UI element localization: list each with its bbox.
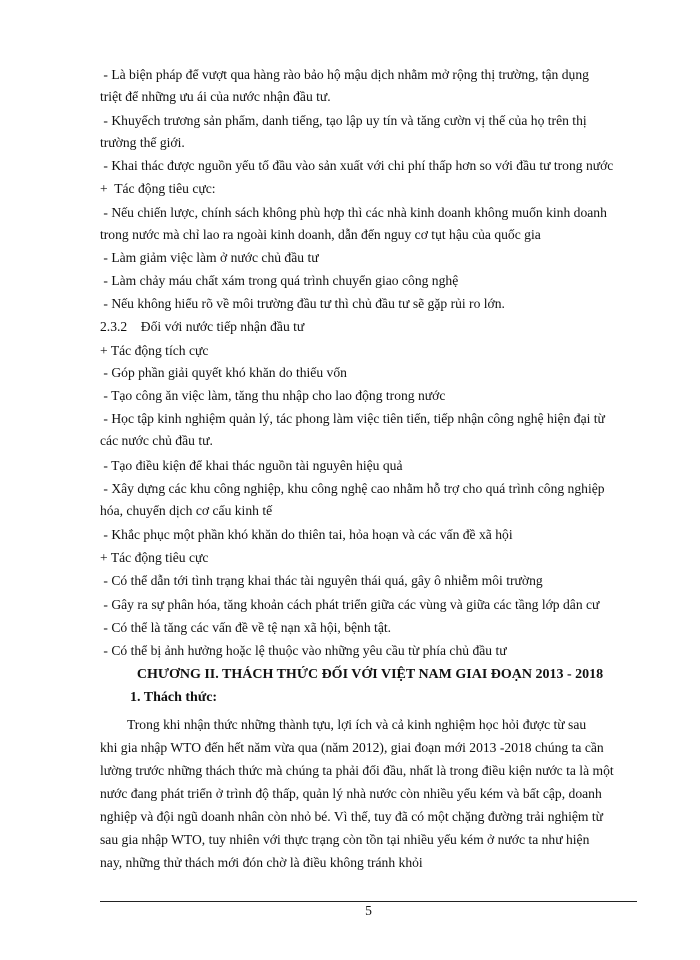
- text-line: hóa, chuyển dịch cơ cấu kinh tế: [100, 503, 273, 518]
- text-line: - Góp phần giải quyết khó khăn do thiếu vốn: [100, 365, 347, 380]
- text-line: - Khai thác được nguồn yếu tố đầu vào sản xuất với chi phí thấp hơn so với đầu tư trong nước: [100, 158, 614, 173]
- page-number: 5: [365, 903, 372, 918]
- paragraph-line: Trong khi nhận thức những thành tựu, lợi ích và cả kinh nghiệm học hỏi được từ sau: [100, 717, 587, 732]
- text-line: + Tác động tích cực: [100, 343, 209, 358]
- text-line: trường thế giới.: [100, 135, 185, 150]
- text-line: trong nước mà chỉ lao ra ngoài kinh doanh, dẫn đến nguy cơ tụt hậu của quốc gia: [100, 227, 541, 242]
- text-line: - Tạo công ăn việc làm, tăng thu nhập cho lao động trong nước: [100, 388, 446, 403]
- text-line: - Khắc phục một phần khó khăn do thiên tai, hỏa hoạn và các vấn đề xã hội: [100, 527, 513, 542]
- chapter-title: CHƯƠNG II. THÁCH THỨC ĐỐI VỚI VIỆT NAM GIAI ĐOẠN 2013 - 2018: [136, 667, 604, 682]
- text-line: các nước chủ đầu tư.: [100, 433, 213, 448]
- text-line: - Có thể là tăng các vấn đề về tệ nạn xã hội, bệnh tật.: [100, 620, 392, 635]
- text-line: triệt để những ưu ái của nước nhận đầu tư.: [100, 89, 331, 104]
- text-line: + Tác động tiêu cực:: [100, 181, 216, 196]
- text-line: + Tác động tiêu cực: [100, 550, 209, 565]
- text-line: - Làm giảm việc làm ở nước chủ đầu tư: [100, 250, 319, 265]
- text-line: - Nếu không hiểu rõ về môi trường đầu tư thì chủ đầu tư sẽ gặp rủi ro lớn.: [100, 296, 505, 311]
- paragraph-line: sau gia nhập WTO, tuy nhiên với thực trạng còn tồn tại nhiều yếu kém ở nước ta như hiện: [100, 832, 590, 847]
- text-line: - Làm chảy máu chất xám trong quá trình chuyển giao công nghệ: [100, 273, 459, 288]
- footer-divider: [100, 901, 637, 902]
- text-line: - Tạo điều kiện để khai thác nguồn tài nguyên hiệu quả: [100, 458, 403, 473]
- paragraph-line: lường trước những thách thức mà chúng ta phải đối đầu, nhất là trong điều kiện nước ta là một: [100, 763, 614, 778]
- paragraph-line: nghiệp và đội ngũ doanh nhân còn nhỏ bé. Vì thế, tuy đã có một chặng đường trải nghiệm từ: [100, 809, 604, 824]
- paragraph-line: nước đang phát triển ở trình độ thấp, quản lý nhà nước còn nhiều yếu kém và bất cập, doanh: [100, 786, 602, 801]
- text-line: - Là biện pháp để vượt qua hàng rào bảo hộ mậu dịch nhằm mở rộng thị trường, tận dụng: [100, 67, 589, 82]
- subsection-heading: 2.3.2 Đối với nước tiếp nhận đầu tư: [100, 319, 305, 334]
- text-line: - Khuyếch trương sản phẩm, danh tiếng, tạo lập uy tín và tăng cườn vị thế của họ trên thị: [100, 113, 587, 128]
- paragraph-line: khi gia nhập WTO đến hết năm vừa qua (năm 2012), giai đoạn mới 2013 -2018 chúng ta cần: [100, 740, 604, 755]
- paragraph-line: nay, những thử thách mới đón chờ là điều không tránh khỏi: [100, 855, 423, 870]
- text-line: - Có thể dẫn tới tình trạng khai thác tài nguyên thái quá, gây ô nhiễm môi trường: [100, 573, 543, 588]
- text-line: - Xây dựng các khu công nghiệp, khu công nghệ cao nhằm hỗ trợ cho quá trình công nghiệp: [100, 481, 605, 496]
- text-line: - Có thể bị ảnh hưởng hoặc lệ thuộc vào những yêu cầu từ phía chủ đầu tư: [100, 643, 507, 658]
- text-line: - Học tập kinh nghiệm quản lý, tác phong làm việc tiên tiến, tiếp nhận công nghệ hiện đại từ: [100, 411, 605, 426]
- text-line: - Nếu chiến lược, chính sách không phù hợp thì các nhà kinh doanh không muốn kinh doanh: [100, 205, 607, 220]
- text-line: - Gây ra sự phân hóa, tăng khoản cách phát triển giữa các vùng và giữa các tầng lớp dân cư: [100, 597, 600, 612]
- section-title: 1. Thách thức:: [130, 690, 218, 705]
